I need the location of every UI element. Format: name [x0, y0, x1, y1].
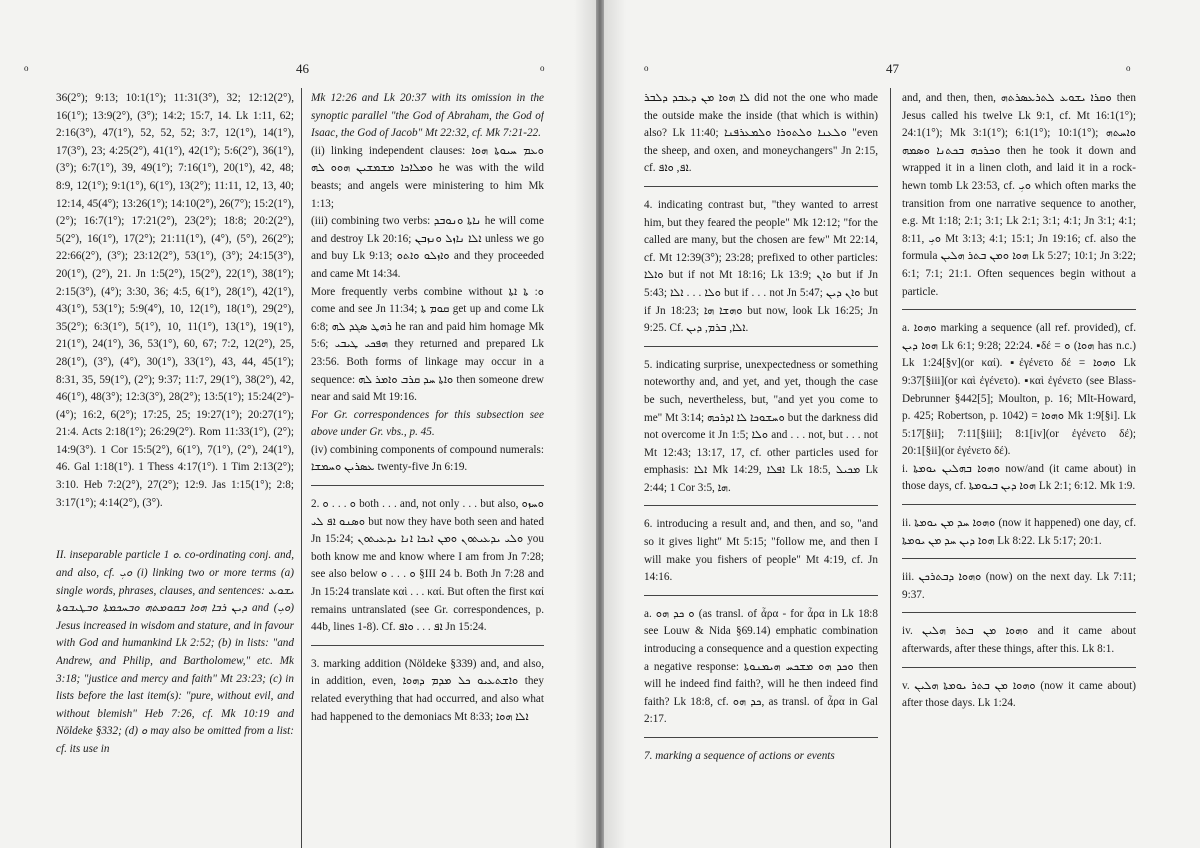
entry-sequence-continuation: and, and then, then, ܘܩܪܐ ܝܫܘܥ ܠܬܪܥܣܪܬܗ then Jesus called his twelve Lk 9:1, cf. Mt 16:1(1°); 24:1(1°); Mk 3:1(1°); 6:1(1°); 10:1(1°); ܘܐܚܬܗ ܘܟܪܟܗ ܒܟܬܢܐ ܘܣܡܗ then he took it down and wrapped it in a linen cloth, and laid it in a rock-hewn tomb Lk 23:53, cf. ܘܝܼ which often marks the transition from one narrative sequence to another, e.g. Mt 1:18; 2:1; 3:1; Lk 2:1; 3:1; 4:1; Jn 3:1; 4:1; 8:11, ܘܝܼ Mt 3:13; 4:1; 15:1; Jn 19:16; cf. also the formula ܗܘܐ ܘܡܢ ܒܬܪ ܗܠܝܢ Lk 5:27; 10:1; Jn 3:22; 6:1; 7:1; 21:1. Often sequences begin without a particle.: [902, 92, 1136, 298]
right-page-inner-mark: o: [644, 63, 649, 73]
subentry-iv: iv. ܘܗܘܐ ܡܢ ܒܬܪ ܗܠܝܢ and it came about afterwards, after these things, after this. Lk 8:1.: [902, 625, 1136, 656]
left-page-outer-mark: o: [24, 63, 29, 73]
section-inseparable-particle: II. inseparable particle ܘ 1. co-ordinating conj. and, and also, cf. ܘܝܼ (i) linking two or more terms (a) single words, phrases, clauses, and sentences: ܝܫܘܥ ܕܝܢ ܪܒܐ ܗܘܐ ܒܩܘܡܬܗ ܘܒܚܟܡܬܐ ܘܒܛܝܒܘܬܐ and (ܘܝܼ) Jesus increased in wisdom and stature, and in favour with God and humankind Lk 2:52; (b) in lists: "and Andrew, and Philip, and Bartholomew," etc. Mk 3:18; "justice and mercy and faith" Mt 23:23; (c) in lists before the last item(s): "pure, without evil, and without blemish" Heb 7:26, cf. Mk 10:19 and Nöldeke §332; (d) ܘ may also be omitted from a list: cf. its use in: [56, 549, 294, 755]
right-page-number: 47: [886, 61, 899, 76]
entry-both-and: 2. ܘ . . . ܘ both . . . and, not only . . . but also, ܘܚܙܘ ܘܣܢܘ ܐܦ ܠܝ but now they have both seen and hated Jn 15:24; ܘܠܝ ܝܕܥܝܬܘܢ ܘܡܢ ܐܝܟܐ ܐܢܐ ܝܕܥܝܬܘܢ you both know me and know where I am from Jn 7:28; see also below ܘ . . . ܘ §III 24 b. Both Jn 7:28 and Jn 15:24 translate καὶ . . . καί. But often the first καί remains untranslated (see Gr. correspondences, p. 44b, lines 1-8). Cf. ܐܦ . . . ܘܐܦ Jn 15:24.: [311, 498, 544, 634]
continuation-paragraph: Mk 12:26 and Lk 20:37 with its omission in the synoptic parallel "the God of Abraham, the God of Isaac, the God of Jacob" Mt 22:32, cf. Mk 7:21-22.: [311, 92, 544, 140]
entry-verbs-without-waw: More frequently verbs combine without ܘ: ܬܐ ܐܬܐ come and see Jn 11:34; ܩܘܡ ܬܐ get up and come Lk 6:8; ܪܗܛ ܣܓܕ ܠܗ he ran and paid him homage Mk 5:6; ܗܦܟܝ ܛܝܒܝ they returned and prepared Lk 23:56. Both forms of linkage may occur in a sequence: ܘܐܬܐ ܚܕ ܩܪܒ ܘܐܡܪ ܠܗ then someone drew near and said Mt 19:16.: [311, 285, 544, 404]
section-divider: [902, 504, 1136, 505]
section-divider: [902, 309, 1136, 310]
left-page-column-1: [56, 90, 294, 848]
continuation-paragraph: ܠܐ ܗܘܐ ܡܢ ܕܥܒܕ ܕܠܒܪ did not the one who made the outside make the inside (that which is within) also? Lk 11:40; ܘܠܥܢܐ ܘܠܬܘܪܐ ܘܠܡܥܪܦܢܐ "even the sheep, and oxen, and moneychangers" Jn 2:15, cf. ܐܦ, ܘܐܦ.: [644, 92, 878, 175]
left-page-gutter-shadow: [574, 0, 596, 848]
subentry-i: i. ܘܗܘܐ ܒܗܠܝܢ ܝܘܡܬܐ now/and (it came about) in those days, cf. ܗܘܐ ܕܝܢ ܒܝܘܡܬܐ Lk 2:1; 6:12. Mk 1:9.: [902, 462, 1136, 493]
reference-list-paragraph: 36(2°); 9:13; 10:1(1°); 11:31(3°), 32; 12:12(2°), 16(1°); 13:9(2°), (3°); 14:2; 15:7, 14. Lk 1:11, 62; 2:16(3°), 47(1°), 52, 52, 52; 3:7, 12(1°), 14(1°), 17(3°), 23; 4:25(2°), 41(1°), 42(1°); 5:6(2°), 36(1°), (3°); 6:7(1°), 39, 49(1°); 7:16(1°), 20(1°), 42, 48; 8:9, 12(1°); 9:1(1°), 6(1°), 13(2°); 11:11, 12, 13, 40; 12:14, 45(4°); 13:26(1°); 14:10(2°), 26(7°); 15:2(1°), (2°); 16:7(1°); 17:21(2°), 23(2°); 18:8; 20:2(2°), 5(2°), 16(1°), 17(2°); 21:11(1°), (4°), (5°), 26(2°); 22:66(2°), (3°); 23:12(2°), 53(1°), (3°); 24:15(3°), 20(1°), (2°), 21. Jn 1:5(2°), 15(2°), 22(1°), 38(1°); 2:15(3°), (4°); 3:30, 36; 4:5, 6(1°), 28(1°), 42(1°), 43(1°), 53(1°); 5:9(4°), 10, 12(1°), 18(1°), 29(2°), 35(2°); 6:3(1°), 5(1°), 10, 11(1°), 13(1°), 19(1°), 21(1°), 24(1°), 36, 53(1°), 60, 67; 7:2, 12(2°), 25, 28(1°), (3°), (4°), 30(1°), 33(1°), 43, 44, 45(1°); 8:31, 35, 59(1°), (2°); 9:37; 11:7, 29(1°), 38(2°), 42, 46(1°), 48(3°); 12:3(3°), 28(2°); 13:5(1°); 15:24(2°)-(4°); 16:2, 6(2°); 17:25, 25; 19:27(1°); 20:27(1°); 21:4. Acts 2:18(1°); 26:29(2°). Rom 11:33(1°), (2°); 14:9(3°). 1 Cor 15:5(2°), 6(1°), 7(1°), (2°), 24(1°), 46. Gal 1:18(1°). 1 Thess 4:17(1°). 1 Tim 2:13(2°); 3:10. Heb 7:2(2°), 27(2°); 12:9. Jas 1:15(1°); 2:8; 3:17(1°); 4:14(2°), (3°).: [56, 92, 294, 509]
section-divider: [311, 645, 544, 646]
subentry-iii: iii. ܘܗܘܐ ܕܒܬܪܟܢ (now) on the next day. Lk 7:11; 9:37.: [902, 571, 1136, 601]
subentry-a-wahwa: a. ܘܗܘܐ marking a sequence (all ref. provided), cf. ܗܘܐ ܕܝܢ Lk 6:1; 9:28; 22:24. ▪δέ = ܘ (ܗܘܐ has n.c.) Lk 1:24[§v](or καί). ▪ἐγένετο δέ = ܘܗܘܐ Lk 9:37[§iii](or καὶ ἐγένετο). ▪καὶ ἐγένετο (see Blass-Debrunner §442[5]; Moulton, p. 16; Mlt-Howard, p. 425; Robertson, p. 1042) = ܘܗܘܐ Mk 1:9[§i]. Lk 5:17[§ii]; 7:11[§iii]; 8:1[iv](or ἐγένετο δέ); 20:1[§ii](or ἐγένετο δέ).: [902, 322, 1136, 458]
entry-indicating-contrast: 4. indicating contrast but, "they wanted to arrest him, but they feared the people" Mk 12:12; "for the called are many, but the chosen are few" Mt 22:14, cf. Mt 12:39(3°); 23:28; prefixed to other particles: ܘܐܠܐ but if not Mt 18:16; Lk 13:9; ܘܐܢ but if Jn 5:43; ܘܠܐ . . . ܐܠܐ but if . . . not Jn 5:47; ܘܐܢ ܕܝܢ but if Jn 18:23; ܘܗܫܐ ܗܐ but now, look Lk 16:25; Jn 9:25. Cf. ܐܠܐ, ܒܪܡ, ܕܝܢ.: [644, 198, 878, 335]
entry-combining-verbs: (iii) combining two verbs: ܢܐܬܐ ܘܢܘܒܕ he will come and destroy Lk 20:16; ܐܠܐ ܢܐܙܠ ܘܢܙܒܢ unless we go and buy Lk 9:13; ܘܐܙܠܘ ܘܐܬܘ and they proceeded and came Mt 14:34.: [311, 215, 544, 280]
entry-marking-sequence: 7. marking a sequence of actions or events: [644, 750, 835, 762]
section-divider: [644, 346, 878, 347]
right-page-column-2: [902, 90, 1136, 848]
right-page-gutter-shadow: [604, 0, 626, 848]
entry-emphatic-combination: a. ܘ ܟܕ ܗܘ (as transl. of ἆρα - for ἆρα in Lk 18:8 see Louw & Nida §69.14) emphatic combination introducing a consequence and a question expecting a negative response: ܘܟܕ ܗܘ ܡܫܟܚ ܗܝܡܢܘܬܐ then will he indeed find faith?, will he then indeed find faith? Lk 18:8, cf. ܟܕ ܗܘ, as transl. of ἆρα in Gal 2:17.: [644, 607, 878, 726]
section-divider: [644, 186, 878, 187]
subentry-ii: ii. ܘܗܘܐ ܚܕ ܡܢ ܝܘܡܬܐ (now it happened) one day, cf. ܗܘܐ ܕܝܢ ܚܕ ܡܢ ܝܘܡܬܐ Lk 8:22. Lk 5:17; 20:1.: [902, 517, 1136, 547]
section-divider: [902, 558, 1136, 559]
right-page-column-divider: [890, 88, 891, 848]
section-divider: [644, 505, 878, 506]
section-divider: [644, 737, 878, 738]
entry-introducing-result: 6. introducing a result and, and then, and so, "and so it gives light" Mt 5:15; "follow me, and then I will make you fishers of people" Mt 4:19, cf. Jn 14:16.: [644, 518, 878, 584]
left-page-column-2: [311, 90, 544, 848]
entry-marking-addition: 3. marking addition (Nöldeke §339) and, and also, in addition, even, ܘܐܫܬܥܝܘ ܟܠ ܡܕܡ ܕܗܘܐ they related everything that had occurred, and also what had happened to the demoniacs Mt 8:33; ܐܠܐ ܗܘܐ: [311, 657, 544, 723]
subentry-v: v. ܘܗܘܐ ܡܢ ܒܬܪ ܝܘܡܬܐ ܗܠܝܢ (now it came about) after those days. Lk 1:24.: [902, 679, 1136, 710]
section-divider: [902, 667, 1136, 668]
entry-linking-clauses: (ii) linking independent clauses: ܘܥܡ ܚܝܘܬܐ ܗܘܐ ܘܡܠܐܟܐ ܡܫܡܫܝܢ ܗܘܘ ܠܗ he was with the wild beasts; and angels were ministering to him Mk 1:13;: [311, 144, 544, 210]
book-spine-gutter: [596, 0, 604, 848]
left-page-column-divider: [301, 88, 302, 848]
section-divider: [644, 595, 878, 596]
entry-greek-correspondences: For Gr. correspondences for this subsection see above under Gr. vbs., p. 45.: [311, 408, 544, 439]
left-page-inner-mark: o: [540, 63, 545, 73]
entry-indicating-surprise: 5. indicating surprise, unexpectedness or something noteworthy and, and yet, and yet, though the case be such, nevertheless, but, "and yet you come to me" Mt 3:14; ܘܚܫܘܟܐ ܠܐ ܐܕܪܟܗ but the darkness did not overcome it Jn 1:5; ܘܠܐ and . . . not, but . . . not Mt 12:43; 13:17, 17, cf. other particles used for emphasis: ܐܠܐ Mk 14:29, ܐܦܠܐ Lk 18:5, ܡܟܝܠ Lk 2:44; 1 Cor 3:5, ܗܐ.: [644, 358, 878, 494]
right-page-column-1: [644, 90, 878, 848]
left-page: [0, 0, 596, 848]
section-divider: [311, 485, 544, 486]
left-page-number: 46: [296, 61, 309, 76]
section-divider: [902, 612, 1136, 613]
right-page-outer-mark: o: [1126, 63, 1131, 73]
right-page: [604, 0, 1200, 848]
entry-compound-numerals: (iv) combining components of compound numerals: ܥܣܪܝܢ ܘܚܡܫܐ twenty-five Jn 6:19.: [311, 443, 544, 474]
